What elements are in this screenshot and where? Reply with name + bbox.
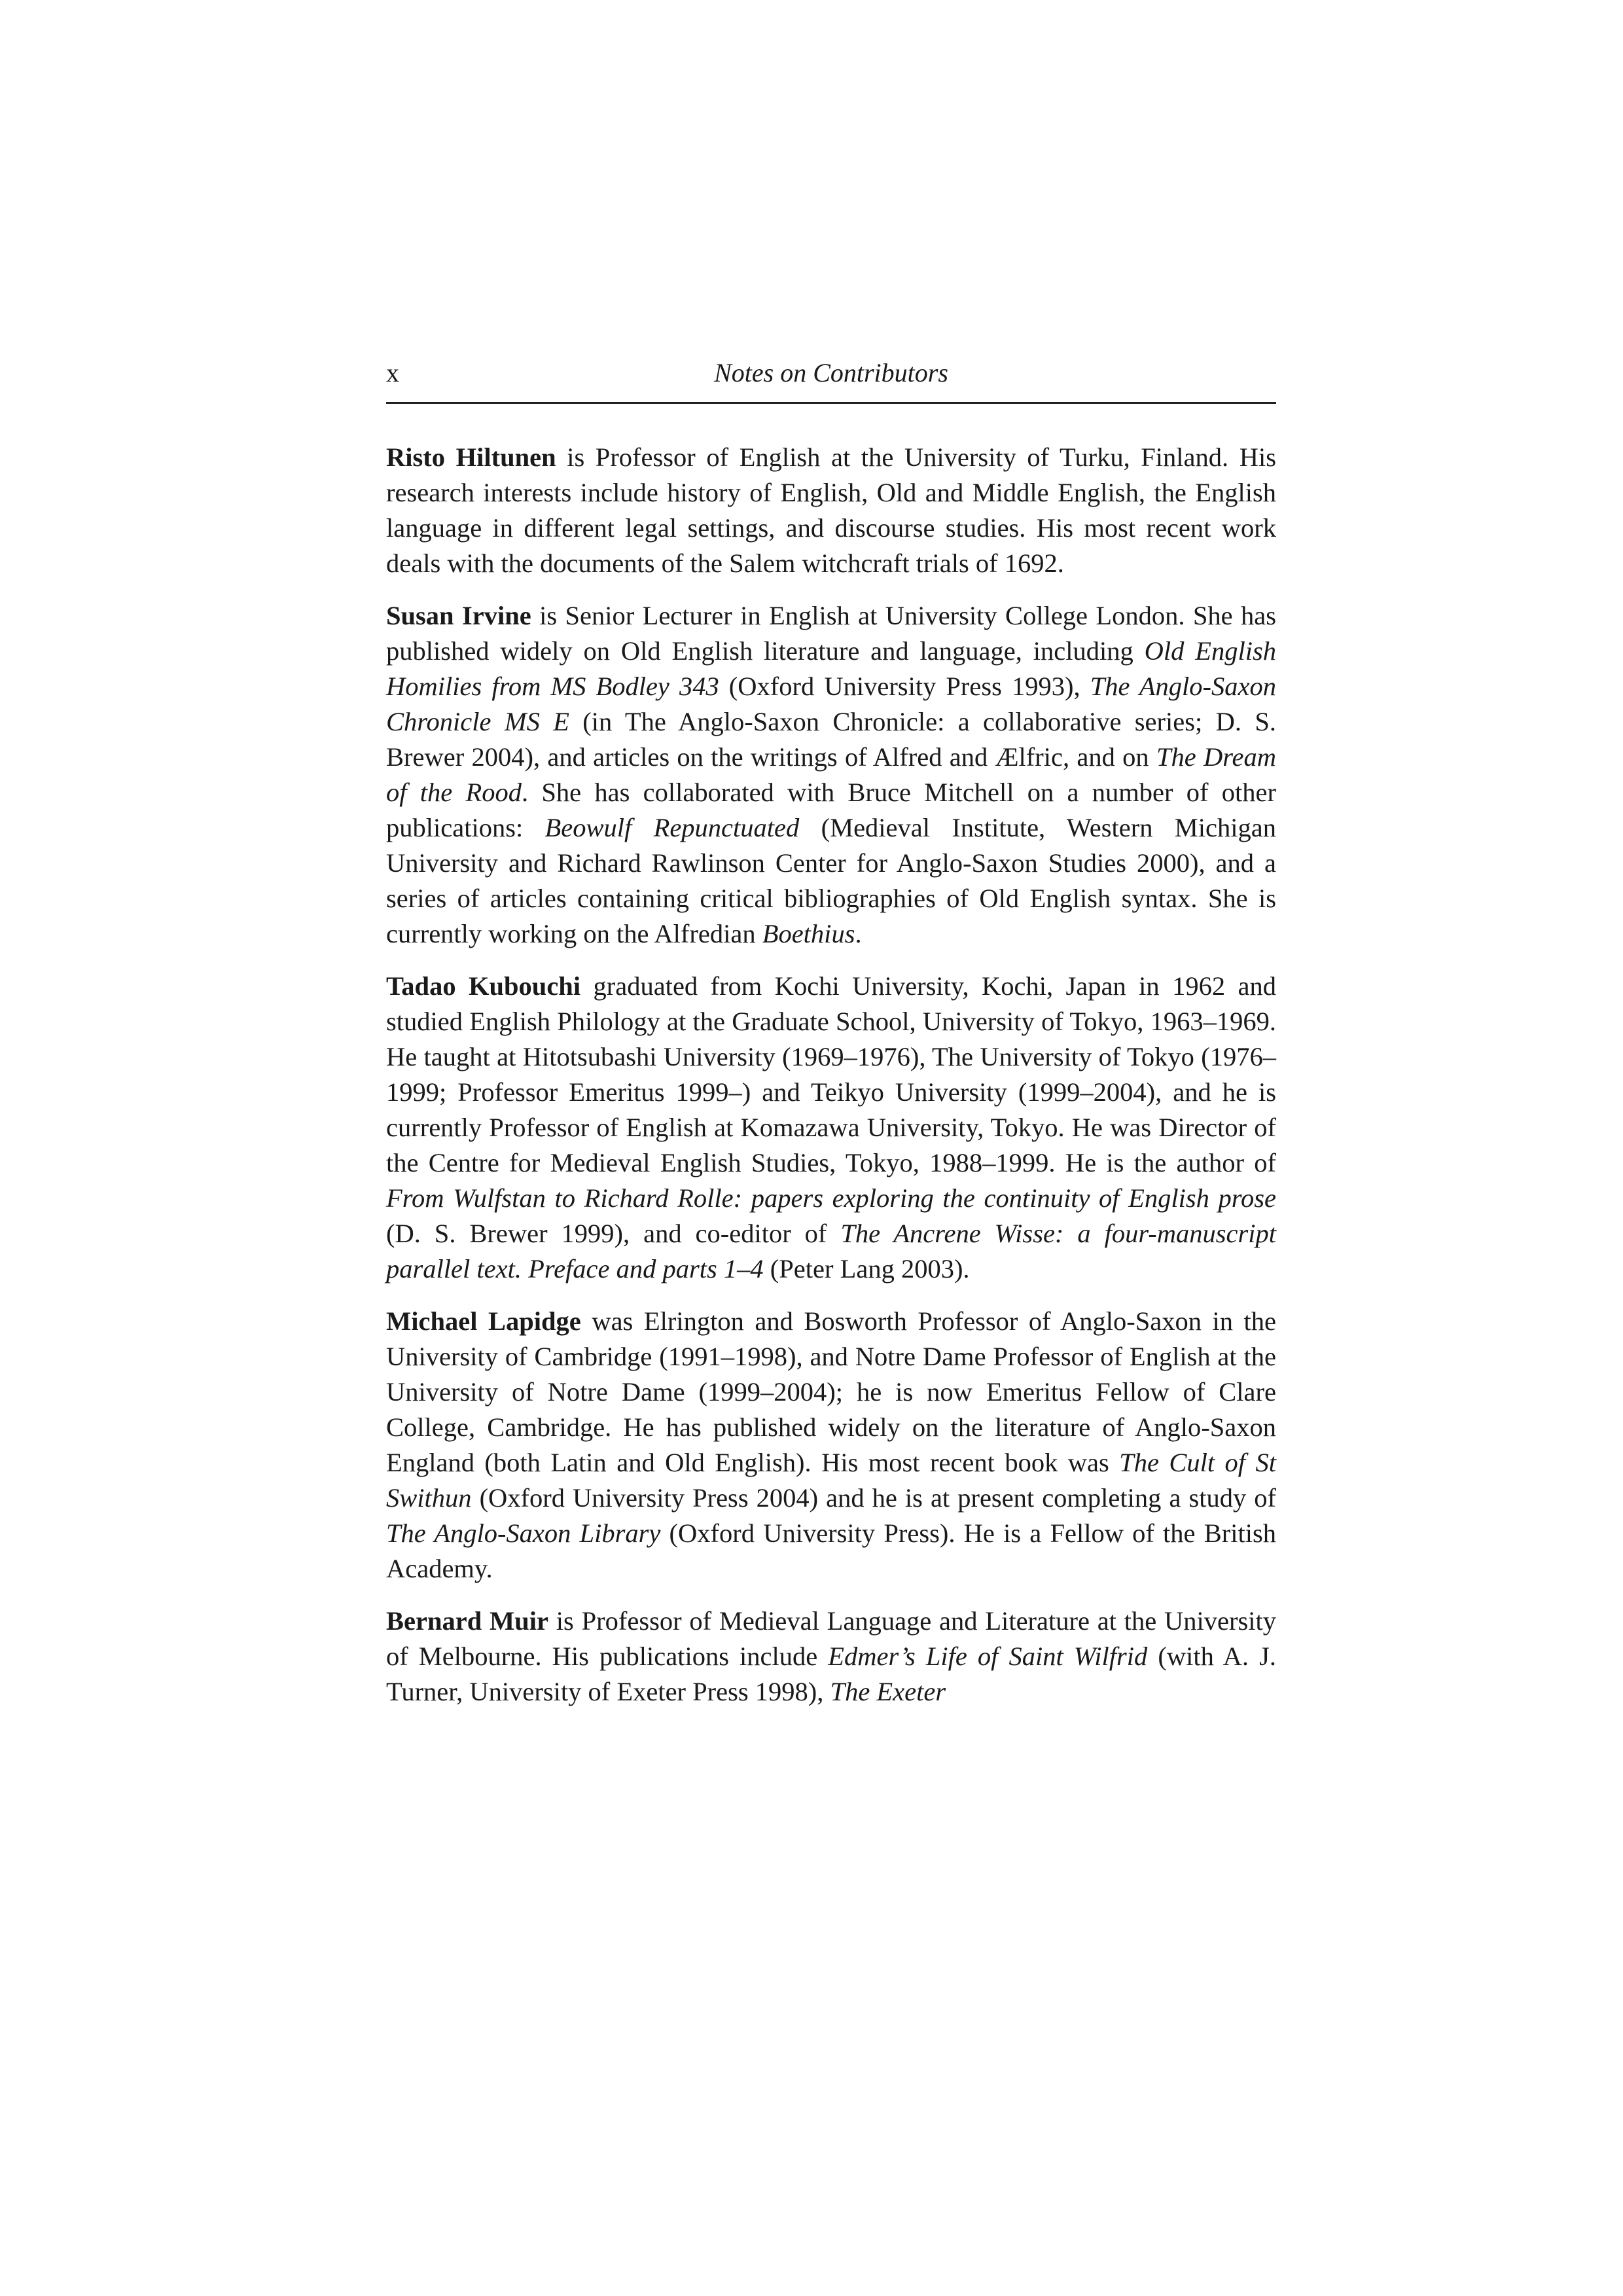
contributor-entry (386, 1604, 1276, 1710)
work-title: The Ancrene Wisse: a four-manuscript parallel text. Preface and parts 1–4 (386, 1219, 1277, 1283)
bio-text: was Elrington and Bosworth Professor of Anglo-Saxon in the University of Cambridge (1991–1998), and Notre Dame Professor of English at the University of Notre Dame (1999–2004); he is now Emeritus Fellow of Clare College, Cambridge. He has published widely on the literature of Anglo-Saxon England (both Latin and Old English). His most recent book was (386, 1306, 1276, 1477)
contributor-name: Tadao Kubouchi (386, 971, 581, 1001)
running-header (386, 353, 1276, 404)
work-title: The Anglo-Saxon Library (386, 1518, 661, 1548)
work-title: Boethius (762, 919, 855, 948)
contributor-entry (386, 1304, 1276, 1587)
contributors-list (386, 440, 1276, 1727)
bio-text: is Professor of English at the University of Turku, Finland. His research interests include history of English, Old and Middle English, the English language in different legal settings, and discourse studies. His most recent work deals with the documents of the Salem witchcraft trials of 1692. (386, 442, 1276, 578)
work-title: The Exeter (830, 1677, 946, 1706)
bio-text: (D. S. Brewer 1999), and co-editor of (386, 1219, 841, 1248)
running-title: Notes on Contributors (714, 358, 948, 387)
bio-text: is Professor of Medieval Language and Literature at the University of Melbourne. His publications include (386, 1606, 1277, 1671)
work-title: Old English Homilies from MS Bodley 343 (386, 636, 1276, 701)
work-title: The Dream of the Rood (386, 742, 1276, 807)
bio-text: is Senior Lecturer in English at University College London. She has published widely on Old English literature and language, including (386, 601, 1276, 666)
bio-text: (Oxford University Press). He is a Fellow of the British Academy. (386, 1518, 1276, 1583)
contributor-entry (386, 969, 1276, 1287)
bio-text: . (855, 919, 862, 948)
contributor-name: Risto Hiltunen (386, 442, 556, 472)
bio-text: . She has collaborated with Bruce Mitchell on a number of other publications: (386, 778, 1276, 842)
bio-text: (with A. J. Turner, University of Exeter Press 1998), (386, 1641, 1276, 1706)
contributor-name: Bernard Muir (386, 1606, 549, 1636)
page-number: x (386, 358, 399, 387)
bio-text: (Oxford University Press 1993), (719, 672, 1090, 701)
contributor-entry (386, 598, 1276, 952)
bio-text: (Medieval Institute, Western Michigan University and Richard Rawlinson Center for Anglo-Saxon Studies 2000), and a series of articles containing critical bibliographies of Old English syntax. She is currently working on the Alfredian (386, 813, 1276, 948)
work-title: The Cult of St Swithun (386, 1448, 1276, 1513)
contributor-name: Susan Irvine (386, 601, 531, 630)
work-title: From Wulfstan to Richard Rolle: papers exploring the continuity of English prose (386, 1183, 1276, 1213)
bio-text: (Oxford University Press 2004) and he is at present completing a study of (471, 1483, 1276, 1513)
contributor-entry (386, 440, 1276, 581)
bio-text: graduated from Kochi University, Kochi, Japan in 1962 and studied English Philology at the Graduate School, University of Tokyo, 1963–1969. He taught at Hitotsubashi University (1969–1976), The University of Tokyo (1976–1999; Professor Emeritus 1999–) and Teikyo University (1999–2004), and he is currently Professor of English at Komazawa University, Tokyo. He was Director of the Centre for Medieval English Studies, Tokyo, 1988–1999. He is the author of (386, 971, 1276, 1177)
contributor-name: Michael Lapidge (386, 1306, 581, 1336)
work-title: Beowulf Repunctuated (544, 813, 800, 842)
bio-text: (Peter Lang 2003). (763, 1254, 970, 1283)
bio-text: (in The Anglo-Saxon Chronicle: a collaborative series; D. S. Brewer 2004), and articles on the writings of Alfred and Ælfric, and on (386, 707, 1277, 772)
work-title: Edmer’s Life of Saint Wilfrid (828, 1641, 1148, 1671)
work-title: The Anglo-Saxon Chronicle MS E (386, 672, 1276, 736)
